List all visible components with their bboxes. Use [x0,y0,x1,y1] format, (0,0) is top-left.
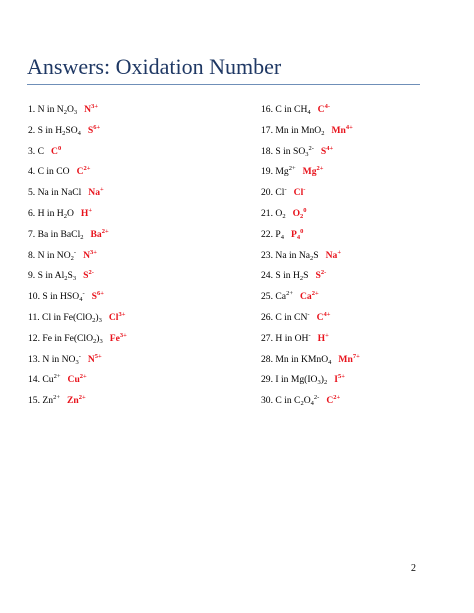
answer-text: $C^{4+}$ [316,311,331,323]
answer-text: $Cu^{2+}$ [67,373,87,386]
question-item [261,309,330,327]
answer-text: $Fe^{3+}$ [109,331,127,344]
title-underline [27,84,420,85]
question-item [261,288,319,306]
answer-text: Na+ [88,186,104,199]
answer-text: H+ [317,331,329,344]
question-number: 21. [261,208,276,219]
question-number: 1. [28,104,38,115]
question-number: 18. [261,145,276,157]
question-item [261,184,305,202]
question-number: 9. [28,270,38,282]
question-number: 3. [28,145,38,157]
question-number: 5. [28,187,38,199]
question-number: 20. [261,187,276,199]
question-number: 11. [28,312,43,323]
question-item [28,330,127,348]
question-item [28,122,100,140]
question-item [261,351,360,369]
question-number: 29. [261,374,276,386]
answer-text: $C^0$ [51,144,62,157]
question-number: 22. [261,228,276,240]
question-text: $Ca^{2+}$ [275,290,293,303]
question-text: C [37,145,44,157]
question-text: S in $H_2S$ [275,270,309,283]
question-number: 14. [28,374,43,386]
question-text: S in $SO_3^{2-}$ [275,144,314,158]
question-text: Na in $Na_2S$ [275,249,319,262]
question-text: N in $NO_2^-$ [37,248,77,262]
question-text: N in $NO_3^-$ [42,352,81,366]
question-text: S in $HSO_4^-$ [42,290,85,304]
question-text: S in $Al_2S_3$ [37,270,77,283]
question-number: 23. [261,249,276,261]
question-number: 26. [261,312,276,323]
question-number: 6. [28,208,38,219]
question-text: H in OH- [275,331,311,344]
question-item [28,101,98,119]
question-item [28,247,97,265]
question-item [28,205,92,223]
answer-text: $O_2^0$ [292,207,307,220]
question-number: 24. [261,270,276,282]
question-text: Mn in KMnO$_4$ [275,353,332,366]
question-item [28,309,125,327]
question-number: 25. [261,291,276,303]
answer-text: $P_4^0$ [290,227,304,241]
question-number: 17. [261,124,276,136]
answer-text: $S^{2-}$ [83,269,94,282]
question-item [261,101,330,119]
question-number: 4. [28,166,38,178]
question-text: $O_2$ [275,208,286,220]
question-item [28,288,104,306]
question-item [261,371,345,389]
question-text: C in CN- [275,311,310,323]
question-item [28,226,109,244]
answer-text: Na+ [325,248,342,261]
answer-text: $S^{6+}$ [87,123,101,136]
answer-text: $S^{4+}$ [320,144,334,157]
question-text: C in CO [37,166,70,178]
answer-text: $I^{5+}$ [334,373,345,386]
question-number: 7. [28,228,38,240]
answer-text: $N^{3+}$ [83,248,97,261]
answer-text: $C^{2+}$ [326,394,341,407]
answer-text: $Mn^{4+}$ [331,123,353,136]
page-title: Answers: Oxidation Number [27,54,282,79]
question-text: H in $H_2O$ [37,208,74,220]
question-text: I in $Mg(IO_3)_2$ [275,374,328,387]
question-number: 8. [28,249,38,261]
question-item [261,122,353,140]
answer-text: $Ca^{2+}$ [299,290,319,303]
answer-text: Cl- [293,186,306,199]
question-number: 12. [28,332,43,344]
question-item [28,267,94,285]
answer-text: $C^{4-}$ [317,103,330,115]
answer-text: $Mg^{2+}$ [302,165,324,178]
question-text: Mn in MnO$_2$ [275,124,325,137]
question-number: 16. [261,104,276,115]
answer-text: $S^{2-}$ [315,269,327,282]
answer-text: $Cl^{3+}$ [108,311,126,323]
question-item [28,184,104,202]
question-item [261,392,340,410]
question-number: 10. [28,291,43,303]
page-number: 2 [411,563,416,574]
answer-text: $Ba^{2+}$ [90,227,109,240]
answer-text: $C^{2+}$ [76,165,91,178]
question-number: 19. [261,166,276,178]
question-item [261,226,303,244]
question-number: 30. [261,395,276,407]
answer-text: H+ [80,207,93,219]
question-item [261,143,333,161]
question-item [28,163,91,181]
answer-text: $Zn^{2+}$ [66,394,86,407]
answer-text: $N^{3+}$ [84,103,99,115]
question-item [28,392,86,410]
question-number: 28. [261,353,276,365]
question-text: $Zn^{2+}$ [42,394,60,407]
question-number: 2. [28,124,38,136]
question-item [261,163,323,181]
question-item [261,247,341,265]
question-text: Fe in $Fe(ClO_2)_3$ [42,332,103,345]
question-item [28,351,102,369]
question-text: Cl in $Fe(ClO_2)_3$ [42,312,102,324]
question-item [261,267,326,285]
question-number: 13. [28,353,43,365]
question-number: 15. [28,395,43,407]
question-text: C in $CH_4$ [275,104,311,116]
question-number: 27. [261,332,276,344]
question-text: Cl- [275,186,287,199]
question-item [261,330,329,348]
question-text: $Mg^{2+}$ [275,165,296,178]
question-text: C in $C_2O_4^{2-}$ [275,394,320,408]
answer-text: $S^{6+}$ [91,290,104,303]
question-text: N in $N_2O_3$ [37,104,78,116]
question-item [28,143,61,161]
answer-text: $N^{5+}$ [87,352,102,365]
question-text: $Cu^{2+}$ [42,373,61,386]
answer-text: $Mn^{7+}$ [338,352,360,365]
question-text: Na in NaCl [37,187,82,199]
question-item [28,371,87,389]
question-text: $P_4$ [275,228,284,241]
question-item [261,205,307,223]
question-text: S in $H_2SO_4$ [37,124,81,137]
question-text: Ba in BaCl$_2$ [37,228,84,241]
